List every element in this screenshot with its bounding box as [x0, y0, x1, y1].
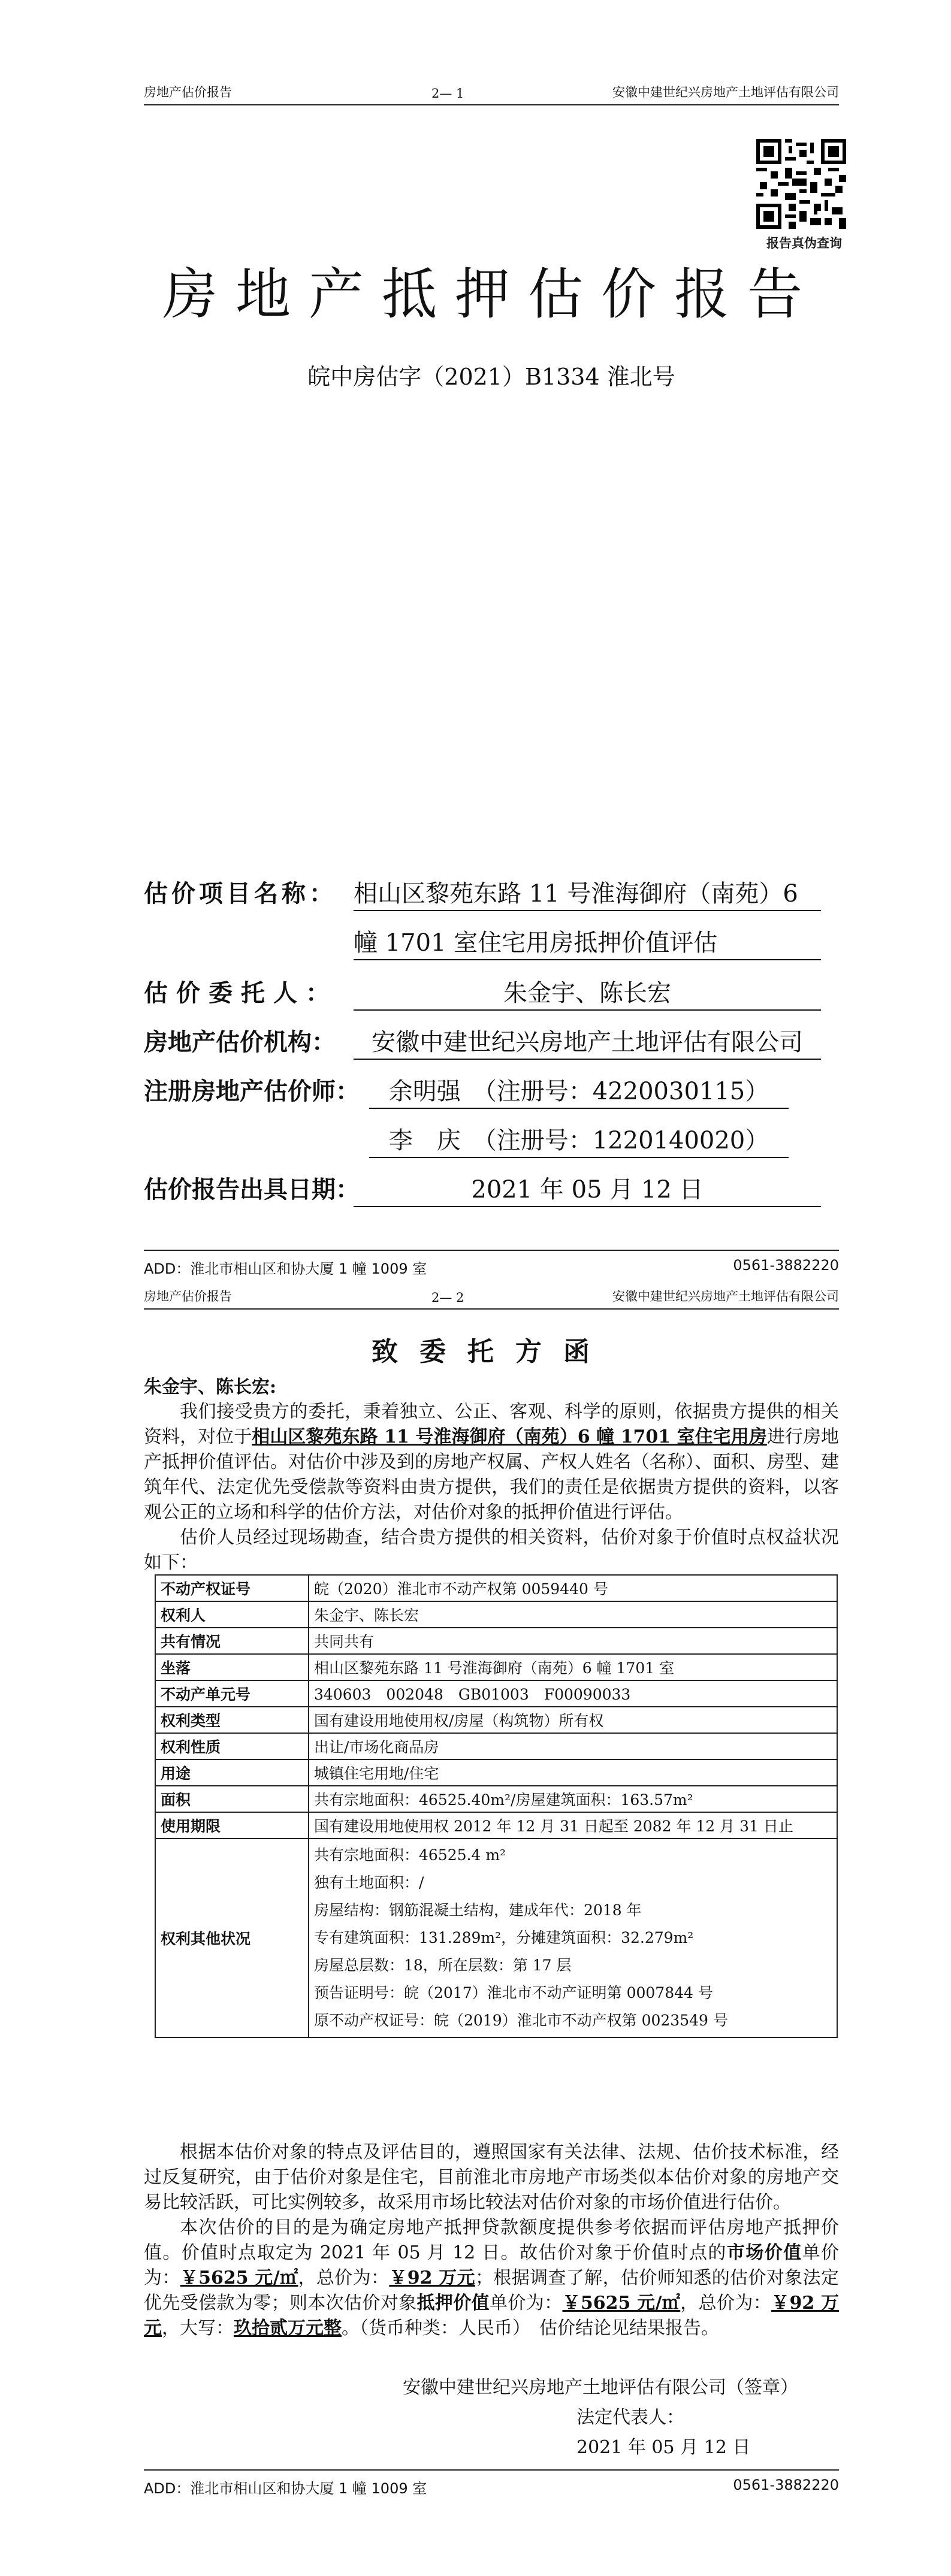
- table-key: 用途: [155, 1759, 309, 1786]
- table-row: [155, 1812, 837, 1839]
- table-row: [155, 1786, 837, 1812]
- letter-paragraph-4: [144, 2215, 839, 2341]
- other-status-line: 房屋总层数：18，所在层数：第 17 层: [314, 1957, 572, 1974]
- table-key: 权利其他状况: [155, 1839, 309, 2037]
- para4-text: 本次估价的目的是为确定房地产抵押贷款额度提供参考依据而评估房地产抵押价值。价值时点取定为 2021 年 05 月 12 日。故估价对象于价值时点的: [144, 2217, 839, 2263]
- table-key: 面积: [155, 1786, 309, 1812]
- qr-code-icon[interactable]: [756, 139, 846, 229]
- table-row: [155, 1707, 837, 1733]
- report-number: 皖中房估字（2021）B1334 淮北号: [307, 364, 675, 390]
- total-price-uppercase: 玖拾贰万元整: [234, 2318, 342, 2339]
- other-status-lines: [309, 1839, 837, 2037]
- signature-date: 2021 年 05 月 12 日: [576, 2437, 751, 2458]
- para4-text: 。（货币种类：人民币） 估价结论见结果报告。: [342, 2318, 719, 2339]
- qr-caption: 报告真伪查询: [766, 235, 842, 250]
- table-value: 朱金宇、陈长宏: [309, 1601, 837, 1628]
- header-doc-type: 房地产估价报告: [144, 1289, 232, 1304]
- header-page-number: 2— 2: [431, 1290, 464, 1305]
- table-value: 340603 002048 GB01003 F00090033: [309, 1680, 837, 1707]
- table-row: [155, 1839, 837, 2037]
- table-key: 坐落: [155, 1654, 309, 1680]
- table-row: [155, 1680, 837, 1707]
- footer-address: ADD：淮北市相山区和协大厦 1 幢 1009 室: [144, 2480, 427, 2497]
- page-header: [144, 1288, 839, 1310]
- property-address-highlight: 相山区黎苑东路 11 号淮海御府（南苑）6 幢 1701 室住宅用房: [252, 1426, 767, 1447]
- table-row: [155, 1575, 837, 1601]
- page-footer: [144, 1250, 839, 1277]
- client-label: 估价委托人：: [144, 979, 338, 1007]
- table-key: 共有情况: [155, 1628, 309, 1654]
- header-company: 安徽中建世纪兴房地产土地评估有限公司: [612, 85, 839, 99]
- footer-address: ADD：淮北市相山区和协大厦 1 幢 1009 室: [144, 1260, 427, 1277]
- table-key: 权利性质: [155, 1733, 309, 1759]
- mortgage-unit-price: ￥5625 元/㎡: [562, 2293, 681, 2314]
- table-value: 皖（2020）淮北市不动产权第 0059440 号: [309, 1575, 837, 1601]
- table-value: 城镇住宅用地/住宅: [309, 1759, 837, 1786]
- market-total-price: ￥92 万元: [389, 2267, 476, 2288]
- letter-paragraph-2: 估价人员经过现场勘查，结合贵方提供的相关资料，估价对象于价值时点权益状况如下：: [144, 1527, 839, 1573]
- table-key: 不动产权证号: [155, 1575, 309, 1601]
- table-row: [155, 1628, 837, 1654]
- mortgage-total-price: ￥92 万元: [144, 2293, 840, 2339]
- letter-salutation: 朱金宇、陈长宏:: [144, 1377, 277, 1398]
- table-value: 国有建设用地使用权 2012 年 12 月 31 日起至 2082 年 12 月 31 日止: [309, 1812, 837, 1839]
- footer-phone: 0561-3882220: [733, 1257, 839, 1274]
- para4-text: ，总价为：: [680, 2293, 772, 2314]
- page-footer: [144, 2469, 839, 2497]
- table-key: 不动产单元号: [155, 1680, 309, 1707]
- report-date-label: 估价报告出具日期：: [144, 1175, 360, 1204]
- signature-company: 安徽中建世纪兴房地产土地评估有限公司（签章）: [403, 2377, 798, 2398]
- para4-text: 单价为：: [144, 2242, 840, 2288]
- para4-text: ，总价为：: [298, 2267, 390, 2288]
- project-name-value-line2: 幢 1701 室住宅用房抵押价值评估: [354, 924, 821, 960]
- para1-text: 我们接受贵方的委托，秉着独立、公正、客观、科学的原则，依据贵方提供的相关资料，对位于: [144, 1401, 839, 1447]
- table-value: 共有宗地面积：46525.40m²/房屋建筑面积：163.57m²: [309, 1786, 837, 1812]
- table-key: 权利类型: [155, 1707, 309, 1733]
- rights-table: [155, 1574, 838, 2038]
- appraiser-label: 注册房地产估价师：: [144, 1077, 360, 1105]
- header-page-number: 2— 1: [431, 86, 464, 101]
- table-row: [155, 1733, 837, 1759]
- letter-paragraph-1: [144, 1399, 839, 1525]
- other-status-line: 房屋结构：钢筋混凝土结构，建成年代：2018 年: [314, 1901, 642, 1919]
- table-value: 共同共有: [309, 1628, 837, 1654]
- table-key: 使用期限: [155, 1812, 309, 1839]
- table-row: [155, 1759, 837, 1786]
- other-status-line: 预告证明号：皖（2017）淮北市不动产证明第 0007844 号: [314, 1984, 713, 2001]
- table-key: 权利人: [155, 1601, 309, 1628]
- project-name-label: 估价项目名称：: [144, 879, 337, 908]
- page-header: [144, 84, 839, 105]
- client-value: 朱金宇、陈长宏: [354, 974, 821, 1011]
- other-status-line: 独有土地面积：/: [314, 1874, 424, 1891]
- appraiser-1-value: 余明强 （注册号：4220030115）: [369, 1072, 789, 1109]
- table-row: [155, 1601, 837, 1628]
- para4-text: ，大写：: [162, 2318, 234, 2339]
- signature-legal-rep: 法定代表人：: [576, 2407, 684, 2428]
- project-name-value-line1: 相山区黎苑东路 11 号淮海御府（南苑）6: [354, 875, 821, 911]
- agency-label: 房地产估价机构：: [144, 1028, 336, 1056]
- para4-text: ；根据调查了解，估价师知悉的估价对象法定优先受偿款为零；则本次估价对象: [144, 2267, 840, 2314]
- report-title: 房地产抵押估价报告: [162, 262, 820, 326]
- other-status-line: 共有宗地面积：46525.4 m²: [314, 1846, 506, 1864]
- table-value: 国有建设用地使用权/房屋（构筑物）所有权: [309, 1707, 837, 1733]
- report-date-value: 2021 年 05 月 12 日: [354, 1171, 821, 1207]
- letter-paragraph-3: 根据本估价对象的特点及评估目的，遵照国家有关法律、法规、估价技术标准，经过反复研究，由于估价对象是住宅，目前淮北市房地产市场类似本估价对象的房地产交易比较活跃，可比实例较多，故采用市场比较法对估价对象的市场价值进行估价。: [144, 2142, 839, 2213]
- market-unit-price: ￥5625 元/㎡: [180, 2267, 298, 2288]
- other-status-line: 原不动产权证号：皖（2019）淮北市不动产权第 0023549 号: [314, 2012, 728, 2029]
- table-row: [155, 1654, 837, 1680]
- header-doc-type: 房地产估价报告: [144, 85, 232, 99]
- table-value: 出让/市场化商品房: [309, 1733, 837, 1759]
- table-value: 相山区黎苑东路 11 号淮海御府（南苑）6 幢 1701 室: [309, 1654, 837, 1680]
- para4-text: 单价为：: [490, 2293, 563, 2314]
- para1-text-cont: 进行房地产抵押价值评估。对估价中涉及到的房地产权属、产权人姓名（名称）、面积、房型、建筑年代、法定优先受偿款等资料由贵方提供，我们的责任是依据贵方提供的资料，以客观公正的立场和科学的估价方法，对估价对象的抵押价值进行评估。: [144, 1426, 840, 1523]
- header-company: 安徽中建世纪兴房地产土地评估有限公司: [612, 1289, 839, 1304]
- letter-title: 致委托方函: [372, 1337, 611, 1367]
- other-status-line: 专有建筑面积：131.289m²，分摊建筑面积：32.279m²: [314, 1929, 694, 1946]
- appraiser-2-value: 李 庆 （注册号：1220140020）: [369, 1121, 789, 1158]
- footer-phone: 0561-3882220: [733, 2477, 839, 2493]
- mortgage-value-term: 抵押价值: [416, 2293, 490, 2314]
- agency-value: 安徽中建世纪兴房地产土地评估有限公司: [354, 1023, 821, 1060]
- market-value-term: 市场价值: [726, 2242, 802, 2263]
